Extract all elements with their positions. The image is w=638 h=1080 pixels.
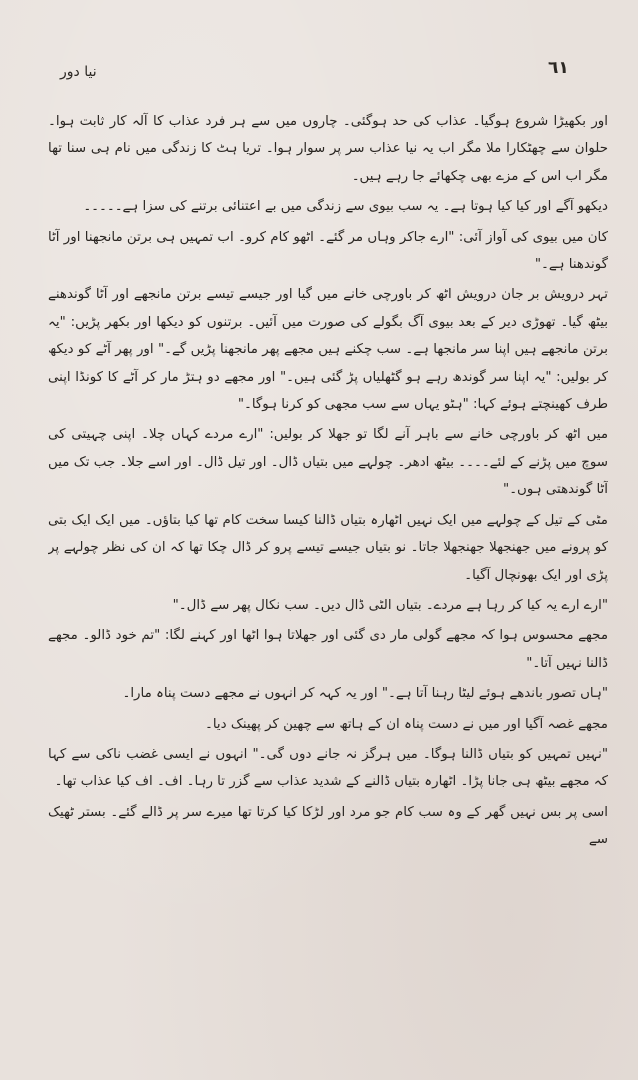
- paragraph: "ہاں تصور باندھے ہوئے لیٹا رہنا آتا ہے۔" اور یہ کہہ کر انہوں نے مجھے دست پناہ مارا۔: [122, 686, 608, 702]
- paragraph: مجھے محسوس ہوا کہ مجھے گولی مار دی گئی اور جھلاتا ہوا اٹھا اور کہنے لگا: "تم خود ڈالو۔ مجھے ڈالنا نہیں آتا۔": [48, 628, 608, 671]
- paragraph: مٹی کے تیل کے چولہے میں ایک نہیں اٹھارہ بتیاں ڈالنا کیسا سخت کام تھا کیا بتاؤں۔ میں ایک ایک بتی کو پرونے میں جھنجھلا جھنجھلا جاتا۔ نو بتیاں جیسے تیسے پرو کر ڈال چکا تھا کہ ان کی نظر چولہے پر پڑی اور ایک بھونچال آگیا۔: [48, 512, 608, 583]
- paragraph: کان میں بیوی کی آواز آئی: "ارے جاکر وہاں مر گئے۔ اٹھو کام کرو۔ اب تمہیں ہی برتن مانجھنا اور آٹا گوندھنا ہے۔": [48, 229, 608, 273]
- paragraph: "نہیں تمہیں کو بتیاں ڈالنا ہوگا۔ میں ہرگز نہ جانے دوں گی۔" انہوں نے ایسی غضب ناکی سے کہا کہ مجھے بیٹھ ہی جانا پڑا۔ اٹھارہ بتیاں ڈالنے کے شدید عذاب سے گزر تا رہا۔ اف۔ اف کیا عذاب تھا۔: [48, 746, 608, 790]
- body-text: [48, 108, 608, 1013]
- paragraph: دیکھو آگے اور کیا کیا ہوتا ہے۔ یہ سب بیوی سے زندگی میں بے اعتنائی برتنے کی سزا ہے۔۔۔۔۔: [83, 199, 608, 215]
- paragraph: تہر درویش بر جان درویش اٹھ کر باورچی خانے میں گیا اور جیسے تیسے برتن مانجھے اور آٹا گوندھنے بیٹھ گیا۔ تھوڑی دیر کے بعد بیوی آگ بگولے کی صورت میں آئیں۔ برتنوں کو دیکھا اور بکھر پڑیں: "یہ برتن مانجھے ہیں اپنا سر مانجھا ہے۔ سب چکنے ہیں مجھے پھر مانجھنا پڑیں گے۔" اور پھر آٹے کو دیکھ کر بولیں: "یہ اپنا سر گوندھ رہے ہو گٹھلیاں پڑ گئی ہیں۔" اور مجھے دو ہتڑ مار کر آٹے کا کونڈا اپنی طرف کھینچتے ہوئے کہا: "ہٹو یہاں سے سب مجھی کو کرنا ہوگا۔": [48, 287, 608, 413]
- paragraph: اور بکھیڑا شروع ہوگیا۔ عذاب کی حد ہوگئی۔ چاروں میں سے ہر فرد عذاب کا آلہ کار ثابت ہوا۔ حلوان سے چھٹکارا ملا مگر اب یہ نیا عذاب سر پر سوار ہوا۔ تریا ہٹ کا زندگی میں نام ہی سنا تھا مگر اب اس کے مزے بھی چکھائے جا رہے ہیں۔: [48, 114, 608, 184]
- paragraph: میں اٹھ کر باورچی خانے سے باہر آنے لگا تو جھلا کر بولیں: "ارے مردے کہاں چلا۔ اپنی چہیتی کی سوچ میں پڑنے کے لئے۔۔۔۔ بیٹھ ادھر۔ چولہے میں بتیاں ڈال۔ اور تیل ڈال۔ اور اسے جلا۔ جب تک میں آٹا گوندھتی ہوں۔": [48, 427, 608, 498]
- page-number: ٦١: [548, 58, 569, 78]
- paragraph: اسی پر بس نہیں گھر کے وہ سب کام جو مرد اور لڑکا کیا کرتا تھا میرے سر پر ڈالے گئے۔ بستر ٹھیک سے: [48, 804, 608, 848]
- paragraph: مجھے غصہ آگیا اور میں نے دست پناہ ان کے ہاتھ سے چھین کر پھینک دیا۔: [204, 716, 608, 732]
- running-head: نیا دور: [60, 64, 97, 80]
- paragraph: "ارے ارے یہ کیا کر رہا ہے مردے۔ بتیاں الٹی ڈال دیں۔ سب نکال پھر سے ڈال۔": [172, 597, 608, 613]
